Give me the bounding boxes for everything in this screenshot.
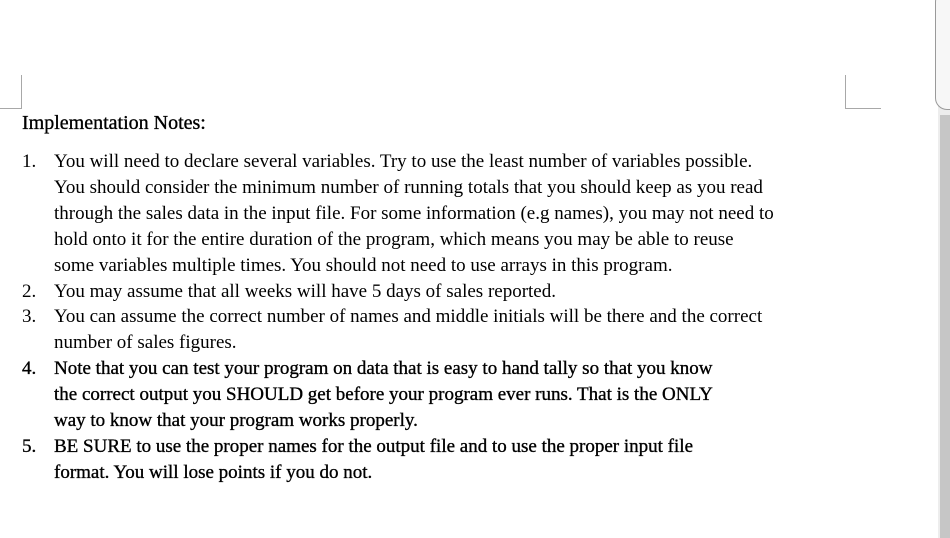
list-item-line: You will need to declare several variables. Try to use the least number of variables possible.	[54, 151, 753, 172]
page-corner-mark-right	[845, 75, 881, 109]
page-corner-mark-left	[0, 75, 22, 109]
implementation-notes-list	[22, 149, 852, 486]
list-item-line: through the sales data in the input file. For some information (e.g names), you may not need to	[54, 202, 774, 224]
list-item-number: 4.	[22, 358, 37, 380]
list-item-line: Note that you can test your program on data that is easy to hand tally so that you know	[54, 358, 713, 380]
list-item	[22, 149, 852, 279]
list-item-number: 2.	[22, 280, 37, 302]
list-item	[22, 356, 852, 434]
list-item-line: way to know that your program works properly.	[54, 410, 418, 432]
list-item-line: the correct output you SHOULD get before your program ever runs. That is the ONLY	[54, 384, 713, 406]
list-item-line: some variables multiple times. You should not need to use arrays in this program.	[54, 254, 673, 276]
list-item	[22, 304, 852, 356]
list-item	[22, 434, 852, 486]
list-item-line: BE SURE to use the proper names for the output file and to use the proper input file	[54, 435, 693, 457]
scrollbar-top-cap	[935, 0, 950, 110]
list-item-number: 5.	[22, 435, 37, 457]
list-item-line: hold onto it for the entire duration of the program, which means you may be able to reuse	[54, 228, 734, 250]
list-item	[22, 279, 852, 305]
section-heading: Implementation Notes:	[22, 112, 206, 134]
list-item-line: You may assume that all weeks will have 5 days of sales reported.	[54, 280, 556, 302]
list-item-number: 1.	[22, 151, 37, 172]
list-item-line: format. You will lose points if you do not.	[54, 461, 373, 483]
list-item-line: You can assume the correct number of names and middle initials will be there and the correct	[54, 306, 763, 328]
list-item-line: You should consider the minimum number of running totals that you should keep as you read	[54, 176, 763, 198]
vertical-scrollbar-thumb[interactable]	[940, 115, 950, 538]
list-item-number: 3.	[22, 306, 37, 328]
list-item-line: number of sales figures.	[54, 332, 237, 354]
